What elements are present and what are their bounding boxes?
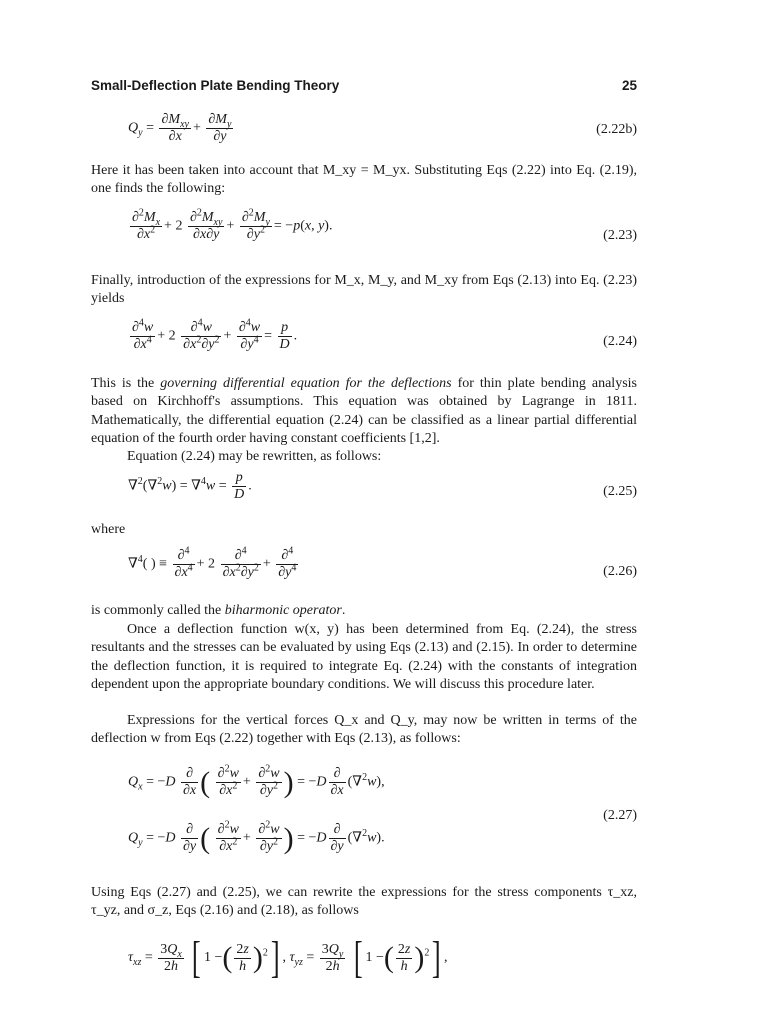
equation-2-24: $\frac{\partial^4w}{\partial x^4}$ + 2 $\frac{\partial^4w}{\partial x^2\partial y^2}$ + $\frac{\partial^4w}{\partial y^4}$ = $\frac{p}{D}$ . xyxy=(132,317,298,352)
emphasis-text: biharmonic operator xyxy=(224,603,342,618)
equation-2-23: $\frac{\partial^2M_x}{\partial x^2}$ + 2 $\frac{\partial^2M_{xy}}{\partial x\partial y}$ + $\frac{\partial^2M_y}{\partial y^2}$ = −p(x, y). xyxy=(132,207,333,242)
equation-number: (2.27) xyxy=(603,808,637,823)
paragraph: Finally, introduction of the expressions for M_x, M_y, and M_xy from Eqs (2.13) into Eq. (2.23) yields xyxy=(91,273,637,307)
equation-2-25: ∇$^2$(∇$^2$w) = ∇$^4$w = $\frac{p}{D}$ . xyxy=(128,470,252,502)
paragraph xyxy=(91,602,637,620)
equation-stress-components: $\tau_{xz}$ = $\frac{3Q_x}{2h}$ [ 1 −( $\frac{2z}{h}$ )$^2$] , $\tau_{yz}$ = $\frac{3Q_y}{2h}$ [ 1 −( $\frac{2z}{h}$ )$^2$] , xyxy=(128,933,448,982)
paragraph-text: is commonly called the xyxy=(91,603,225,618)
running-title: Small-Deflection Plate Bending Theory xyxy=(91,78,340,93)
paragraph-text: This is the xyxy=(91,376,161,391)
paragraph xyxy=(91,375,637,449)
paragraph: Using Eqs (2.27) and (2.25), we can rewrite the expressions for the stress components τ_xz, τ_yz, and σ_z, Eqs (2.16) and (2.18), as follows xyxy=(91,885,637,919)
page-number: 25 xyxy=(621,78,637,93)
paragraph: where xyxy=(91,522,126,537)
equation-number: (2.22b) xyxy=(596,122,637,137)
equation-number: (2.26) xyxy=(603,564,637,579)
paragraph: Once a deflection function w(x, y) has been determined from Eq. (2.24), the stress resultants and the stresses can be evaluated by using Eqs (2.13) and (2.15). In order to determine the deflection function, it is required to integrate Eq. (2.24) with the constants of integration dependent upon the appropriate boundary conditions. We will discuss this procedure later. xyxy=(91,622,637,693)
paragraph: Expressions for the vertical forces Q_x and Q_y, may now be written in terms of the deflection w from Eqs (2.22) together with Eqs (2.13), as follows: xyxy=(91,713,637,747)
emphasis-text: governing differential equation for the deflections xyxy=(160,376,452,391)
paragraph: Here it has been taken into account that M_xy = M_yx. Substituting Eqs (2.22) into Eq. (2.19), one finds the following: xyxy=(91,163,637,197)
equation-number: (2.23) xyxy=(603,228,637,243)
paragraph-text: for thin plate bending analysis based on Kirchhoff's assumptions. This equation was obtained by Lagrange in 1811. Mathematically, the differential equation (2.24) can be classified as a linear partial differential equation of the fourth order having constant coefficients [1,2]. xyxy=(91,376,637,447)
paragraph: Equation (2.24) may be rewritten, as follows: xyxy=(127,449,382,464)
equation-2-26: ∇$^4$( ) ≡ $\frac{\partial^4}{\partial x^4}$ + 2 $\frac{\partial^4}{\partial x^2\partial y^2}$ + $\frac{\partial^4}{\partial y^4}$ xyxy=(128,545,297,580)
equation-2-22b: $Q_y$ = $\frac{\partial M_{xy}}{\partial x}$ + $\frac{\partial M_y}{\partial y}$ xyxy=(128,112,232,144)
paragraph-text: . xyxy=(341,603,346,618)
equation-2-27-qx: $Q_x = -D$ $\frac{\partial}{\partial x}$ ( $\frac{\partial^2w}{\partial x^2}$ + $\frac{\partial^2w}{\partial y^2}$ ) = −D $\frac{\partial}{\partial x}$ (∇$^2$w), xyxy=(128,763,385,799)
equation-number: (2.25) xyxy=(603,484,637,499)
equation-2-27-qy: $Q_y = -D$ $\frac{\partial}{\partial y}$ ( $\frac{\partial^2w}{\partial x^2}$ + $\frac{\partial^2w}{\partial y^2}$ ) = −D $\frac{\partial}{\partial y}$ (∇$^2$w). xyxy=(128,819,385,855)
equation-number: (2.24) xyxy=(603,334,637,349)
running-header xyxy=(91,78,637,93)
